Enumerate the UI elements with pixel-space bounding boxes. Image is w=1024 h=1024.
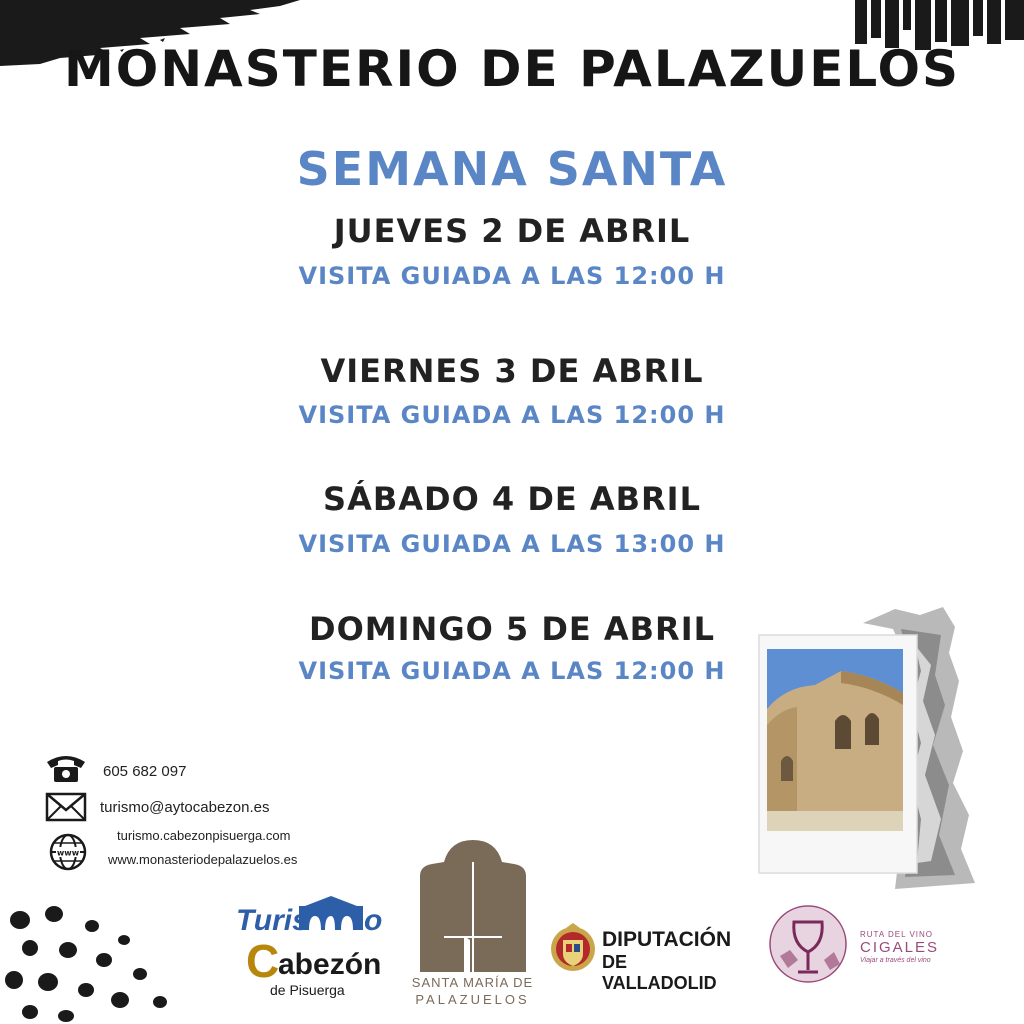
email-address[interactable]: turismo@aytocabezon.es: [100, 799, 270, 816]
schedule-day: VIERNES 3 DE ABRIL: [320, 352, 704, 390]
website-link[interactable]: www.monasteriodepalazuelos.es: [108, 852, 298, 867]
envelope-icon: [45, 792, 87, 822]
website-link[interactable]: turismo.cabezonpisuerga.com: [117, 828, 291, 843]
turismo-text: Turis: [236, 904, 309, 937]
cigales-text: CIGALES: [860, 939, 940, 956]
ruta-tagline: Viajar a través del vino: [860, 957, 931, 964]
turismo-cabezon-logo: [230, 892, 383, 1002]
diputacion-logo: [548, 920, 733, 993]
schedule-visit: VISITA GUIADA A LAS 12:00 H: [298, 401, 726, 429]
monastery-photo: [745, 605, 990, 895]
valladolid-text: DE VALLADOLID: [602, 952, 717, 993]
page-title: MONASTERIO DE PALAZUELOS: [63, 40, 961, 98]
arch-icon: [420, 840, 526, 972]
globe-icon: [48, 832, 88, 872]
ruta-vino-logo: [768, 904, 948, 988]
schedule-day: DOMINGO 5 DE ABRIL: [309, 610, 715, 648]
diputacion-text: DIPUTACIÓN: [602, 928, 732, 951]
palazuelos-text: PALAZUELOS: [415, 992, 530, 1007]
schedule-visit: VISITA GUIADA A LAS 13:00 H: [298, 530, 726, 558]
cabezon-text: abezón: [278, 948, 382, 981]
schedule-visit: VISITA GUIADA A LAS 12:00 H: [298, 262, 726, 290]
ruta-text: RUTA DEL VINO: [860, 930, 934, 939]
schedule-day: JUEVES 2 DE ABRIL: [333, 212, 691, 250]
dots-decoration: [0, 900, 200, 1024]
coat-of-arms-icon: [548, 922, 598, 976]
santa-maria-logo: [410, 840, 535, 1010]
santa-maria-text: SANTA MARÍA DE: [411, 975, 534, 990]
page-subtitle: SEMANA SANTA: [296, 142, 728, 196]
phone-icon: [45, 752, 87, 784]
pisuerga-text: de Pisuerga: [270, 982, 345, 998]
wine-glass-icon: [768, 904, 852, 988]
svg-text:www: www: [56, 848, 80, 858]
turismo-text-end: o: [364, 904, 383, 937]
schedule-visit: VISITA GUIADA A LAS 12:00 H: [298, 657, 726, 685]
cabezon-initial: C: [246, 935, 280, 987]
schedule-day: SÁBADO 4 DE ABRIL: [323, 480, 701, 518]
phone-number: 605 682 097: [103, 763, 187, 780]
